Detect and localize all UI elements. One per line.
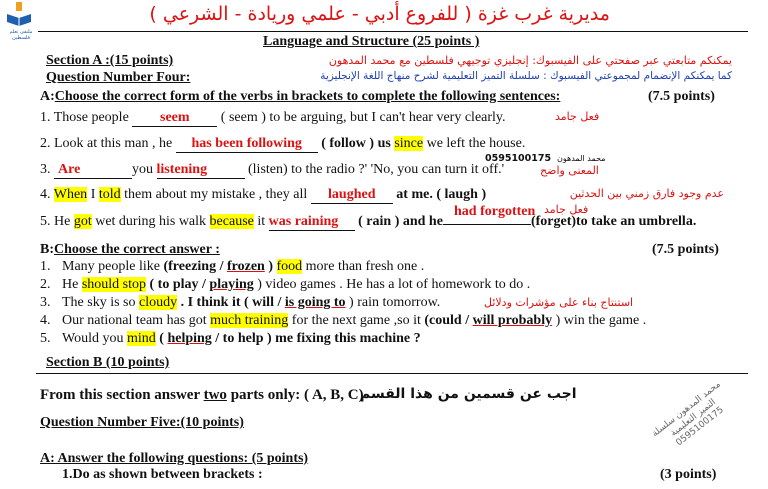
page-title: مديرية غرب غزة ( للفروع أدبي - علمي وريادة - الشرعي )	[149, 3, 610, 25]
answer-blank-5b	[443, 224, 531, 225]
section-b-instruction-ar: اجب عن قسمين من هذا القسم	[360, 386, 577, 402]
choice-4-num: 4.	[40, 313, 51, 328]
part-a-points: (7.5 points)	[648, 89, 715, 104]
answer-blank-4	[311, 187, 393, 204]
part-b-points: (7.5 points)	[652, 242, 719, 257]
sentence-4-num: 4.	[40, 187, 54, 202]
sentence-2	[40, 136, 525, 153]
choice-5-num: 5.	[40, 331, 51, 346]
highlight-since: since	[394, 136, 424, 151]
choice-2-rest: ) video games . He has a lot of homework to do .	[253, 277, 531, 292]
choice-3-text: The sky is so	[62, 295, 139, 310]
choice-5-text: Would you	[62, 331, 127, 346]
sentence-3-num: 3.	[40, 162, 54, 177]
highlight-when: When	[53, 187, 88, 202]
choice-1-selected: frozen	[226, 259, 265, 274]
answer-1: seem	[160, 110, 190, 125]
choice-2-text: He	[62, 277, 82, 292]
answer-blank-1	[132, 110, 217, 127]
note-1: فعل جامد	[555, 110, 600, 123]
answer-blank-5a	[269, 214, 355, 231]
choice-3-options: . I think it ( will /	[177, 295, 285, 310]
answer-5a: was raining	[268, 214, 339, 229]
choice-4-text: Our national team has got	[62, 313, 211, 328]
answer-3b: listening	[156, 162, 208, 177]
answer-blank-2	[176, 136, 318, 153]
promo-line-2: كما يمكنكم الإنضمام لمجموعتي الفيسبوك : سلسلة التميز التعليمية لشرح منهاج اللغة الإنجليزية	[320, 70, 732, 82]
question-four-label: Question Number Four:	[46, 70, 191, 85]
choice-4-selected: will probably	[472, 313, 553, 328]
logo-caption: ملتقى تعلم فلسطين	[9, 29, 33, 41]
book-logo-icon	[3, 0, 35, 30]
sentence-1-text: 1. Those people	[40, 110, 133, 125]
choice-1-options: (freezing /	[163, 259, 227, 274]
choice-1	[40, 259, 424, 275]
note-5: فعل جامد	[544, 203, 589, 216]
sentence-4-text: them about my mistake , they all	[120, 187, 311, 202]
answer-2: has been following	[191, 136, 302, 151]
question-five-part-a: A: Answer the following questions: (5 points)	[40, 451, 309, 466]
answer-3a: Are	[58, 162, 81, 177]
answer-blank-3b	[157, 162, 245, 179]
question-five-label: Question Number Five:(10 points)	[40, 415, 244, 430]
choice-3	[40, 295, 440, 311]
part-a-instruction: Choose the correct form of the verbs in brackets to complete the following sentences:	[54, 89, 561, 104]
sentence-5-rest: (forget)to take an umbrella.	[530, 214, 697, 229]
sentence-3-rest: (listen) to the radio ?' 'No, you can turn it off.'	[244, 162, 505, 177]
unit-title: Language and Structure (25 points )	[263, 34, 480, 49]
answer-blank-3a	[54, 162, 132, 179]
highlight-got: got	[73, 214, 92, 229]
choice-4-options: (could /	[424, 313, 473, 328]
choice-4-text-2: for the next game ,so it	[288, 313, 425, 328]
sentence-4-rest: at me. ( laugh )	[392, 187, 487, 202]
instruction-post: parts only: ( A, B, C)	[226, 387, 364, 403]
choice-1-rest: more than fresh one .	[302, 259, 425, 274]
choice-2-options: ( to play /	[146, 277, 210, 292]
section-b-instruction	[40, 387, 364, 404]
sentence-5-it: it	[253, 214, 269, 229]
answer-4: laughed	[328, 187, 376, 202]
sentence-5-text-2: wet during his walk	[91, 214, 210, 229]
choice-4	[40, 313, 646, 329]
part-b-instruction-row	[40, 242, 220, 258]
answer-5b: had forgotten	[454, 204, 536, 219]
highlight-food: food	[276, 259, 303, 274]
choice-2-selected: playing	[209, 277, 254, 292]
highlight-because: because	[209, 214, 254, 229]
sentence-3-you: you	[132, 162, 157, 177]
promo-line-1: يمكنكم متابعتي عبر صفحتي على الفيسبوك: إنجليزي توجيهي فلسطين مع محمد المدهون	[328, 54, 732, 67]
choice-2	[40, 277, 530, 293]
note-3: المعنى واضح	[540, 164, 599, 177]
choice-5	[40, 331, 421, 347]
section-b-label: Section B (10 points)	[46, 355, 170, 370]
stamp-text: محمد المدهون سلسلة التميز التعليمية 0595100175	[650, 379, 726, 449]
choice-1-text: Many people like	[62, 259, 164, 274]
sentence-4-i: I	[87, 187, 99, 202]
highlight-mind: mind	[126, 331, 156, 346]
highlight-cloudy: cloudy	[139, 295, 178, 310]
choice-3-selected: is going to	[284, 295, 346, 310]
sentence-1-rest: ( seem ) to be arguing, but I can't hear very clearly.	[217, 110, 506, 125]
sub-question-1: 1.Do as shown between brackets :	[62, 467, 263, 482]
choice-1-num: 1.	[40, 259, 51, 274]
highlight-told: told	[98, 187, 121, 202]
choice-3-num: 3.	[40, 295, 51, 310]
instruction-pre: From this section answer	[40, 387, 204, 403]
note-4: عدم وجود فارق زمني بين الحدثين	[569, 187, 724, 200]
sentence-4	[40, 187, 486, 204]
sentence-2-verb: ( follow ) us	[317, 136, 395, 151]
sentence-1	[40, 110, 506, 127]
choice-3-rest: ) rain tomorrow.	[345, 295, 441, 310]
note-b3: استنتاج بناء على مؤشرات ودلائل	[484, 296, 634, 309]
choice-1-close: )	[264, 259, 277, 274]
title-rule	[38, 31, 748, 32]
choice-2-num: 2.	[40, 277, 51, 292]
phone-name: محمد المدهون	[557, 154, 606, 163]
logo	[3, 0, 35, 41]
choice-4-rest: ) win the game .	[552, 313, 647, 328]
highlight-should-stop: should stop	[81, 277, 147, 292]
sentence-2-text: 2. Look at this man , he	[40, 136, 176, 151]
choice-5-selected: helping	[167, 331, 212, 346]
choice-5-options: (	[155, 331, 168, 346]
sentence-5	[40, 214, 696, 231]
part-b-instruction: Choose the correct answer :	[54, 242, 220, 257]
section-a-label: Section A :(15 points)	[46, 53, 174, 68]
instruction-two: two	[203, 387, 227, 403]
highlight-much-training: much training	[210, 313, 289, 328]
part-a-answer-questions	[40, 451, 308, 467]
part-b-label: B:	[40, 242, 54, 257]
section-b-rule	[36, 373, 748, 374]
part-a-instruction-row	[40, 89, 560, 105]
part-a-label: A:	[40, 89, 55, 104]
sub-question-1-points: (3 points)	[660, 467, 717, 482]
sentence-5-text: 5. He	[40, 214, 74, 229]
choice-5-rest: / to help ) me fixing this machine ?	[211, 331, 421, 346]
sentence-3	[40, 162, 504, 179]
sentence-5-rain: ( rain ) and he	[354, 214, 443, 229]
sentence-2-rest: we left the house.	[423, 136, 526, 151]
phone-number: 0595100175	[485, 153, 552, 164]
